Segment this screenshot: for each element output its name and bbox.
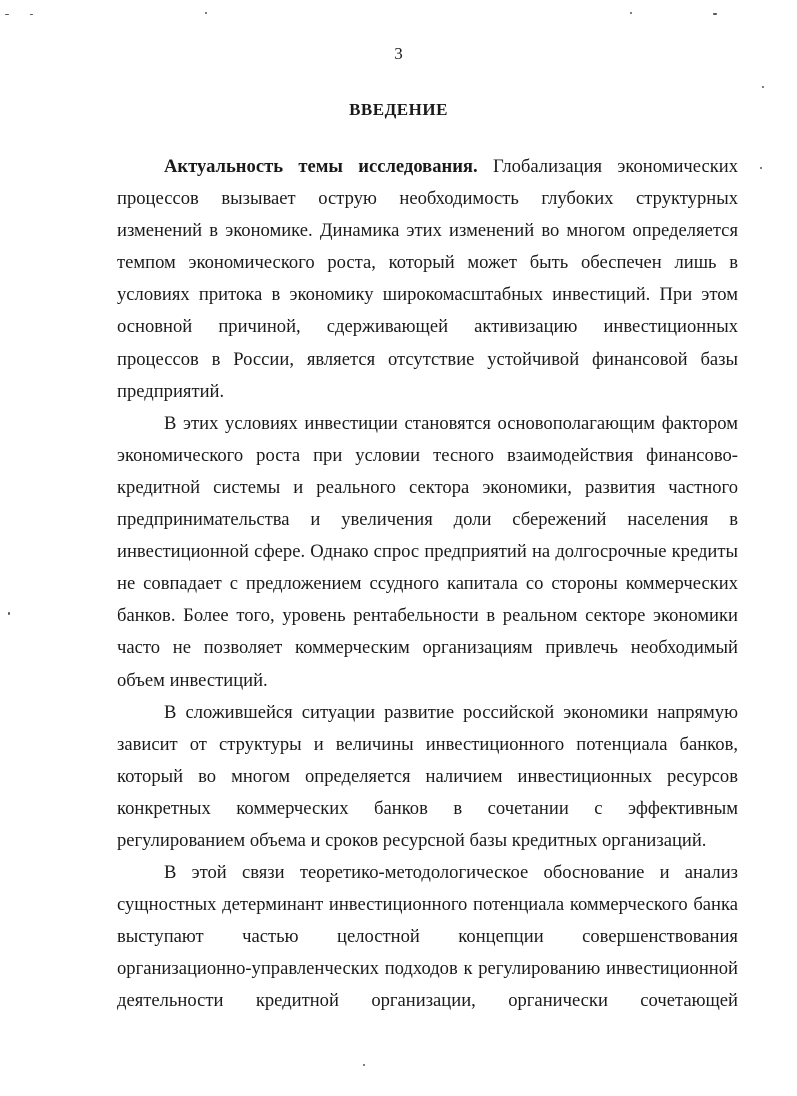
page-number: 3 [394, 44, 403, 63]
paragraph-text: Глобализация экономических процессов вызывает острую необходимость глубоких структурных изменений в экономике. Динамика этих изменений во многом определяется темпом экономического роста, который может быть обеспечен лишь в условиях притока в экономику широкомасштабных инвестиций. При этом основной причиной, сдерживающей активизацию инвестиционных процессов в России, является отсутствие устойчивой финансовой базы предприятий. [117, 156, 738, 402]
paragraph-lead: Актуальность темы исследования. [164, 156, 478, 177]
scan-speck [713, 13, 717, 15]
paragraph-investment-conditions [117, 408, 738, 697]
scan-speck [363, 1064, 365, 1066]
paragraph-text: В сложившейся ситуации развитие российской экономики напрямую зависит от структуры и величины инвестиционного потенциала банков, который во многом определяется наличием инвестиционных ресурсов конкретных коммерческих банков в сочетании с эффективным регулированием объема и сроков ресурсной базы кредитных организаций. [117, 701, 738, 851]
paragraph-current-situation [117, 697, 738, 857]
scan-speck [8, 612, 10, 615]
section-heading: ВВЕДЕНИЕ [349, 100, 448, 119]
scan-speck [630, 12, 632, 14]
paragraph-text: В этой связи теоретико-методологическое обоснование и анализ сущностных детерминант инвестиционного потенциала коммерческого банка выступают частью целостной концепции совершенствования организационно-управленческих подходов к регулированию инвестиционной деятельности кредитной организации, органически сочетающей [117, 862, 738, 1012]
paragraph-text: В этих условиях инвестиции становятся основополагающим фактором экономического роста при условии тесного взаимодействия финансово-кредитной системы и реального сектора экономики, развития частного предпринимательства и увеличения доли сбережений населения в инвестиционной сфере. Однако спрос предприятий на долгосрочные кредиты не совпадает с предложением ссудного капитала со стороны коммерческих банков. Более того, уровень рентабельности в реальном секторе экономики часто не позволяет коммерческим организациям привлечь необходимый объем инвестиций. [117, 412, 738, 691]
scan-speck [760, 167, 762, 169]
scan-speck [762, 86, 764, 88]
paragraph-relevance [117, 151, 738, 408]
body-text [117, 151, 738, 1018]
scan-speck [205, 12, 207, 14]
scan-speck [30, 14, 33, 15]
scan-speck [5, 14, 9, 15]
paragraph-methodology [117, 857, 738, 1017]
